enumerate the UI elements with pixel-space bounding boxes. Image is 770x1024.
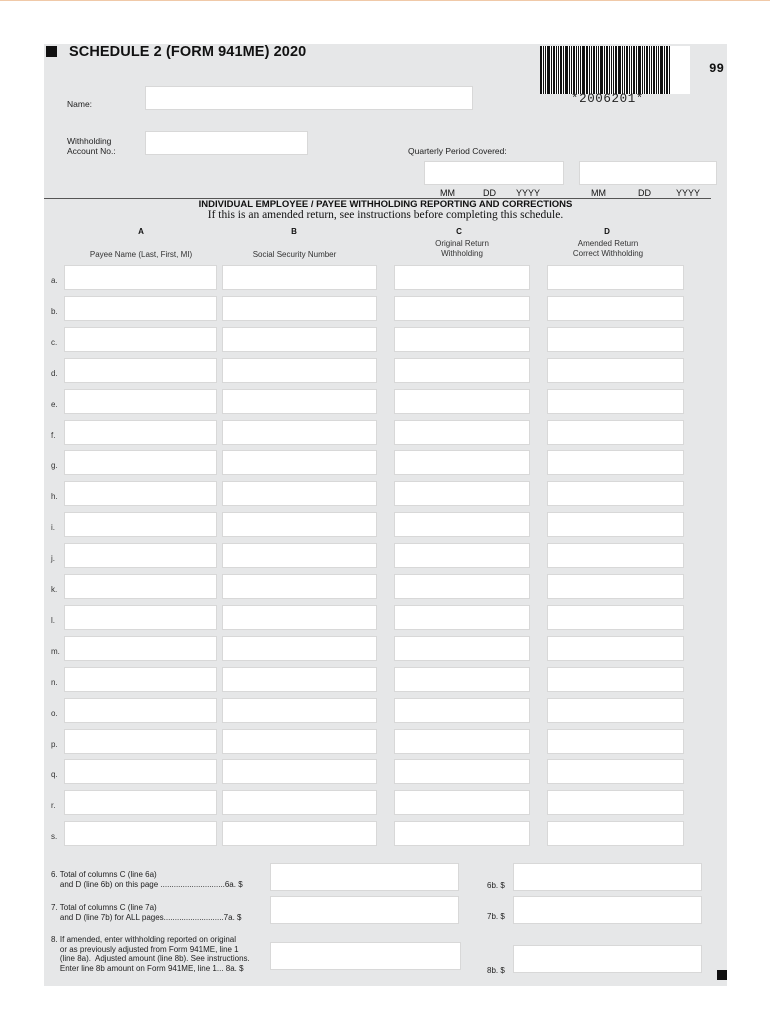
ssn-field[interactable] bbox=[222, 296, 377, 321]
payee-name-field[interactable] bbox=[64, 729, 217, 754]
amended-withholding-field[interactable] bbox=[547, 327, 684, 352]
ssn-field[interactable] bbox=[222, 667, 377, 692]
date-from-mm: MM bbox=[440, 188, 455, 198]
ssn-field[interactable] bbox=[222, 759, 377, 784]
row-label: f. bbox=[51, 431, 56, 440]
row-label: o. bbox=[51, 709, 58, 718]
ssn-field[interactable] bbox=[222, 450, 377, 475]
row-label: q. bbox=[51, 770, 58, 779]
column-b-letter: B bbox=[291, 227, 297, 236]
barcode-bar bbox=[613, 46, 614, 94]
column-d-letter: D bbox=[604, 227, 610, 236]
row-label: m. bbox=[51, 647, 60, 656]
row-label: p. bbox=[51, 740, 58, 749]
section-title: INDIVIDUAL EMPLOYEE / PAYEE WITHHOLDING REPORTING AND CORRECTIONS bbox=[198, 199, 573, 210]
original-withholding-field[interactable] bbox=[394, 574, 530, 599]
payee-name-field[interactable] bbox=[64, 636, 217, 661]
amended-withholding-field[interactable] bbox=[547, 296, 684, 321]
ssn-field[interactable] bbox=[222, 327, 377, 352]
period-from-field[interactable] bbox=[424, 161, 564, 185]
original-withholding-field[interactable] bbox=[394, 790, 530, 815]
barcode-bar bbox=[629, 46, 630, 94]
barcode-number: *2006201* bbox=[571, 92, 644, 106]
barcode-bar bbox=[624, 46, 625, 94]
column-a-letter: A bbox=[138, 227, 144, 236]
amended-withholding-field[interactable] bbox=[547, 389, 684, 414]
row-label: h. bbox=[51, 492, 58, 501]
barcode-bar bbox=[651, 46, 652, 94]
barcode-bar bbox=[569, 46, 570, 94]
line-6-label: 6. Total of columns C (line 6a) and D (line 6b) on this page .............................6a. $ bbox=[51, 870, 243, 889]
row-label: l. bbox=[51, 616, 55, 625]
line-6b-field[interactable] bbox=[513, 863, 702, 891]
line-6a-field[interactable] bbox=[270, 863, 459, 891]
payee-name-field[interactable] bbox=[64, 327, 217, 352]
row-label: c. bbox=[51, 338, 58, 347]
original-withholding-field[interactable] bbox=[394, 821, 530, 846]
end-square-icon bbox=[717, 970, 727, 980]
ssn-field[interactable] bbox=[222, 821, 377, 846]
barcode-bar bbox=[540, 46, 542, 94]
barcode-bar bbox=[656, 46, 657, 94]
barcode-bar bbox=[664, 46, 665, 94]
payee-name-field[interactable] bbox=[64, 358, 217, 383]
ssn-field[interactable] bbox=[222, 790, 377, 815]
amended-withholding-field[interactable] bbox=[547, 574, 684, 599]
line-7a-field[interactable] bbox=[270, 896, 459, 924]
barcode-bar bbox=[636, 46, 637, 94]
payee-name-field[interactable] bbox=[64, 265, 217, 290]
amended-withholding-field[interactable] bbox=[547, 729, 684, 754]
barcode-bar bbox=[666, 46, 668, 94]
original-withholding-field[interactable] bbox=[394, 389, 530, 414]
barcode-bar bbox=[649, 46, 650, 94]
row-label: b. bbox=[51, 307, 58, 316]
payee-name-field[interactable] bbox=[64, 512, 217, 537]
ssn-field[interactable] bbox=[222, 389, 377, 414]
original-withholding-field[interactable] bbox=[394, 420, 530, 445]
original-withholding-field[interactable] bbox=[394, 358, 530, 383]
ssn-field[interactable] bbox=[222, 265, 377, 290]
payee-name-field[interactable] bbox=[64, 821, 217, 846]
row-label: s. bbox=[51, 832, 58, 841]
date-to-mm: MM bbox=[591, 188, 606, 198]
barcode-bar bbox=[626, 46, 628, 94]
barcode-bar bbox=[551, 46, 552, 94]
barcode-bar bbox=[553, 46, 555, 94]
original-withholding-field[interactable] bbox=[394, 543, 530, 568]
line-8b-field[interactable] bbox=[513, 945, 702, 973]
original-withholding-field[interactable] bbox=[394, 729, 530, 754]
row-label: d. bbox=[51, 369, 58, 378]
line-6b-label: 6b. $ bbox=[487, 881, 505, 890]
original-withholding-field[interactable] bbox=[394, 327, 530, 352]
ssn-field[interactable] bbox=[222, 605, 377, 630]
row-label: i. bbox=[51, 523, 55, 532]
amended-withholding-field[interactable] bbox=[547, 790, 684, 815]
original-withholding-field[interactable] bbox=[394, 759, 530, 784]
amended-withholding-field[interactable] bbox=[547, 512, 684, 537]
line-7-label: 7. Total of columns C (line 7a) and D (line 7b) for ALL pages...........................7a. $ bbox=[51, 903, 242, 922]
barcode-bar bbox=[660, 46, 663, 94]
square-bullet-icon bbox=[46, 46, 57, 57]
column-c-letter: C bbox=[456, 227, 462, 236]
column-b-heading: Social Security Number bbox=[252, 250, 337, 259]
barcode-bar bbox=[644, 46, 645, 94]
amended-withholding-field[interactable] bbox=[547, 667, 684, 692]
line-7b-label: 7b. $ bbox=[487, 912, 505, 921]
barcode-bar bbox=[618, 46, 621, 94]
barcode-bar bbox=[543, 46, 544, 94]
barcode-bar bbox=[615, 46, 617, 94]
barcode-bar bbox=[582, 46, 585, 94]
amended-withholding-field[interactable] bbox=[547, 821, 684, 846]
barcode-bar bbox=[573, 46, 575, 94]
line-7b-field[interactable] bbox=[513, 896, 702, 924]
section-subtitle: If this is an amended return, see instructions before completing this schedule. bbox=[207, 209, 564, 221]
barcode-bar bbox=[653, 46, 655, 94]
barcode-bar bbox=[560, 46, 562, 94]
row-label: j. bbox=[51, 554, 55, 563]
barcode-bar bbox=[563, 46, 564, 94]
barcode-bar bbox=[589, 46, 590, 94]
ssn-field[interactable] bbox=[222, 543, 377, 568]
ssn-field[interactable] bbox=[222, 636, 377, 661]
ssn-field[interactable] bbox=[222, 512, 377, 537]
barcode-bar bbox=[558, 46, 559, 94]
original-withholding-field[interactable] bbox=[394, 636, 530, 661]
date-to-yyyy: YYYY bbox=[676, 188, 701, 198]
payee-name-field[interactable] bbox=[64, 759, 217, 784]
row-label: e. bbox=[51, 400, 58, 409]
barcode-bar bbox=[631, 46, 632, 94]
amended-withholding-field[interactable] bbox=[547, 543, 684, 568]
payee-name-field[interactable] bbox=[64, 481, 217, 506]
original-withholding-field[interactable] bbox=[394, 296, 530, 321]
column-a-heading: Payee Name (Last, First, MI) bbox=[89, 250, 193, 259]
barcode-bar bbox=[586, 46, 588, 94]
barcode-bar bbox=[565, 46, 568, 94]
quarterly-period-label: Quarterly Period Covered: bbox=[408, 146, 507, 156]
barcode-bar bbox=[596, 46, 597, 94]
barcode bbox=[540, 46, 690, 94]
top-edge-line bbox=[0, 0, 770, 1]
barcode-bar bbox=[622, 46, 623, 94]
ssn-field[interactable] bbox=[222, 420, 377, 445]
page-number: 99 bbox=[709, 62, 725, 76]
original-withholding-field[interactable] bbox=[394, 667, 530, 692]
column-c-heading: Original Return Withholding bbox=[435, 239, 489, 258]
amended-withholding-field[interactable] bbox=[547, 698, 684, 723]
payee-name-field[interactable] bbox=[64, 574, 217, 599]
payee-name-field[interactable] bbox=[64, 389, 217, 414]
row-label: a. bbox=[51, 276, 58, 285]
barcode-bar bbox=[611, 46, 612, 94]
withholding-account-label: Withholding Account No.: bbox=[67, 136, 116, 156]
barcode-bar bbox=[580, 46, 581, 94]
payee-name-field[interactable] bbox=[64, 420, 217, 445]
barcode-bar bbox=[593, 46, 595, 94]
barcode-bar bbox=[578, 46, 579, 94]
payee-name-field[interactable] bbox=[64, 698, 217, 723]
row-label: r. bbox=[51, 801, 56, 810]
barcode-bar bbox=[669, 46, 670, 94]
barcode-bar bbox=[576, 46, 577, 94]
amended-withholding-field[interactable] bbox=[547, 636, 684, 661]
payee-name-field[interactable] bbox=[64, 790, 217, 815]
column-d-heading: Amended Return Correct Withholding bbox=[572, 239, 644, 258]
barcode-bar bbox=[600, 46, 603, 94]
period-to-field[interactable] bbox=[579, 161, 717, 185]
barcode-bar bbox=[598, 46, 599, 94]
original-withholding-field[interactable] bbox=[394, 481, 530, 506]
original-withholding-field[interactable] bbox=[394, 605, 530, 630]
ssn-field[interactable] bbox=[222, 574, 377, 599]
barcode-bar bbox=[604, 46, 605, 94]
amended-withholding-field[interactable] bbox=[547, 420, 684, 445]
row-label: k. bbox=[51, 585, 58, 594]
amended-withholding-field[interactable] bbox=[547, 265, 684, 290]
withholding-account-field[interactable] bbox=[145, 131, 308, 155]
original-withholding-field[interactable] bbox=[394, 512, 530, 537]
barcode-bar bbox=[591, 46, 592, 94]
amended-withholding-field[interactable] bbox=[547, 605, 684, 630]
barcode-bar bbox=[658, 46, 659, 94]
ssn-field[interactable] bbox=[222, 698, 377, 723]
line-8b-label: 8b. $ bbox=[487, 966, 505, 975]
ssn-field[interactable] bbox=[222, 358, 377, 383]
amended-withholding-field[interactable] bbox=[547, 358, 684, 383]
barcode-bar bbox=[609, 46, 610, 94]
row-label: n. bbox=[51, 678, 58, 687]
line-8-label: 8. If amended, enter withholding reported on original or as previously adjusted from Form 941ME, line 1 (line 8a). Adjusted amount (line 8b). See instructions. Enter line 8b amount on Form 941ME, line 1... 8a. $ bbox=[51, 935, 250, 973]
barcode-bar bbox=[606, 46, 608, 94]
barcode-bar bbox=[556, 46, 557, 94]
date-to-dd: DD bbox=[638, 188, 651, 198]
amended-withholding-field[interactable] bbox=[547, 481, 684, 506]
ssn-field[interactable] bbox=[222, 729, 377, 754]
form-title: SCHEDULE 2 (FORM 941ME) 2020 bbox=[69, 44, 307, 60]
original-withholding-field[interactable] bbox=[394, 698, 530, 723]
name-field[interactable] bbox=[145, 86, 473, 110]
barcode-bar bbox=[646, 46, 648, 94]
barcode-bar bbox=[633, 46, 635, 94]
barcode-bar bbox=[571, 46, 572, 94]
payee-name-field[interactable] bbox=[64, 605, 217, 630]
amended-withholding-field[interactable] bbox=[547, 450, 684, 475]
amended-withholding-field[interactable] bbox=[547, 759, 684, 784]
payee-name-field[interactable] bbox=[64, 450, 217, 475]
barcode-bar bbox=[545, 46, 546, 94]
name-label: Name: bbox=[67, 99, 93, 109]
barcode-bar bbox=[547, 46, 550, 94]
date-from-dd: DD bbox=[483, 188, 496, 198]
payee-name-field[interactable] bbox=[64, 667, 217, 692]
ssn-field[interactable] bbox=[222, 481, 377, 506]
line-8a-field[interactable] bbox=[270, 942, 461, 970]
barcode-bar bbox=[638, 46, 641, 94]
barcode-bar bbox=[642, 46, 643, 94]
date-from-yyyy: YYYY bbox=[516, 188, 541, 198]
payee-name-field[interactable] bbox=[64, 296, 217, 321]
original-withholding-field[interactable] bbox=[394, 450, 530, 475]
payee-name-field[interactable] bbox=[64, 543, 217, 568]
row-label: g. bbox=[51, 461, 58, 470]
original-withholding-field[interactable] bbox=[394, 265, 530, 290]
